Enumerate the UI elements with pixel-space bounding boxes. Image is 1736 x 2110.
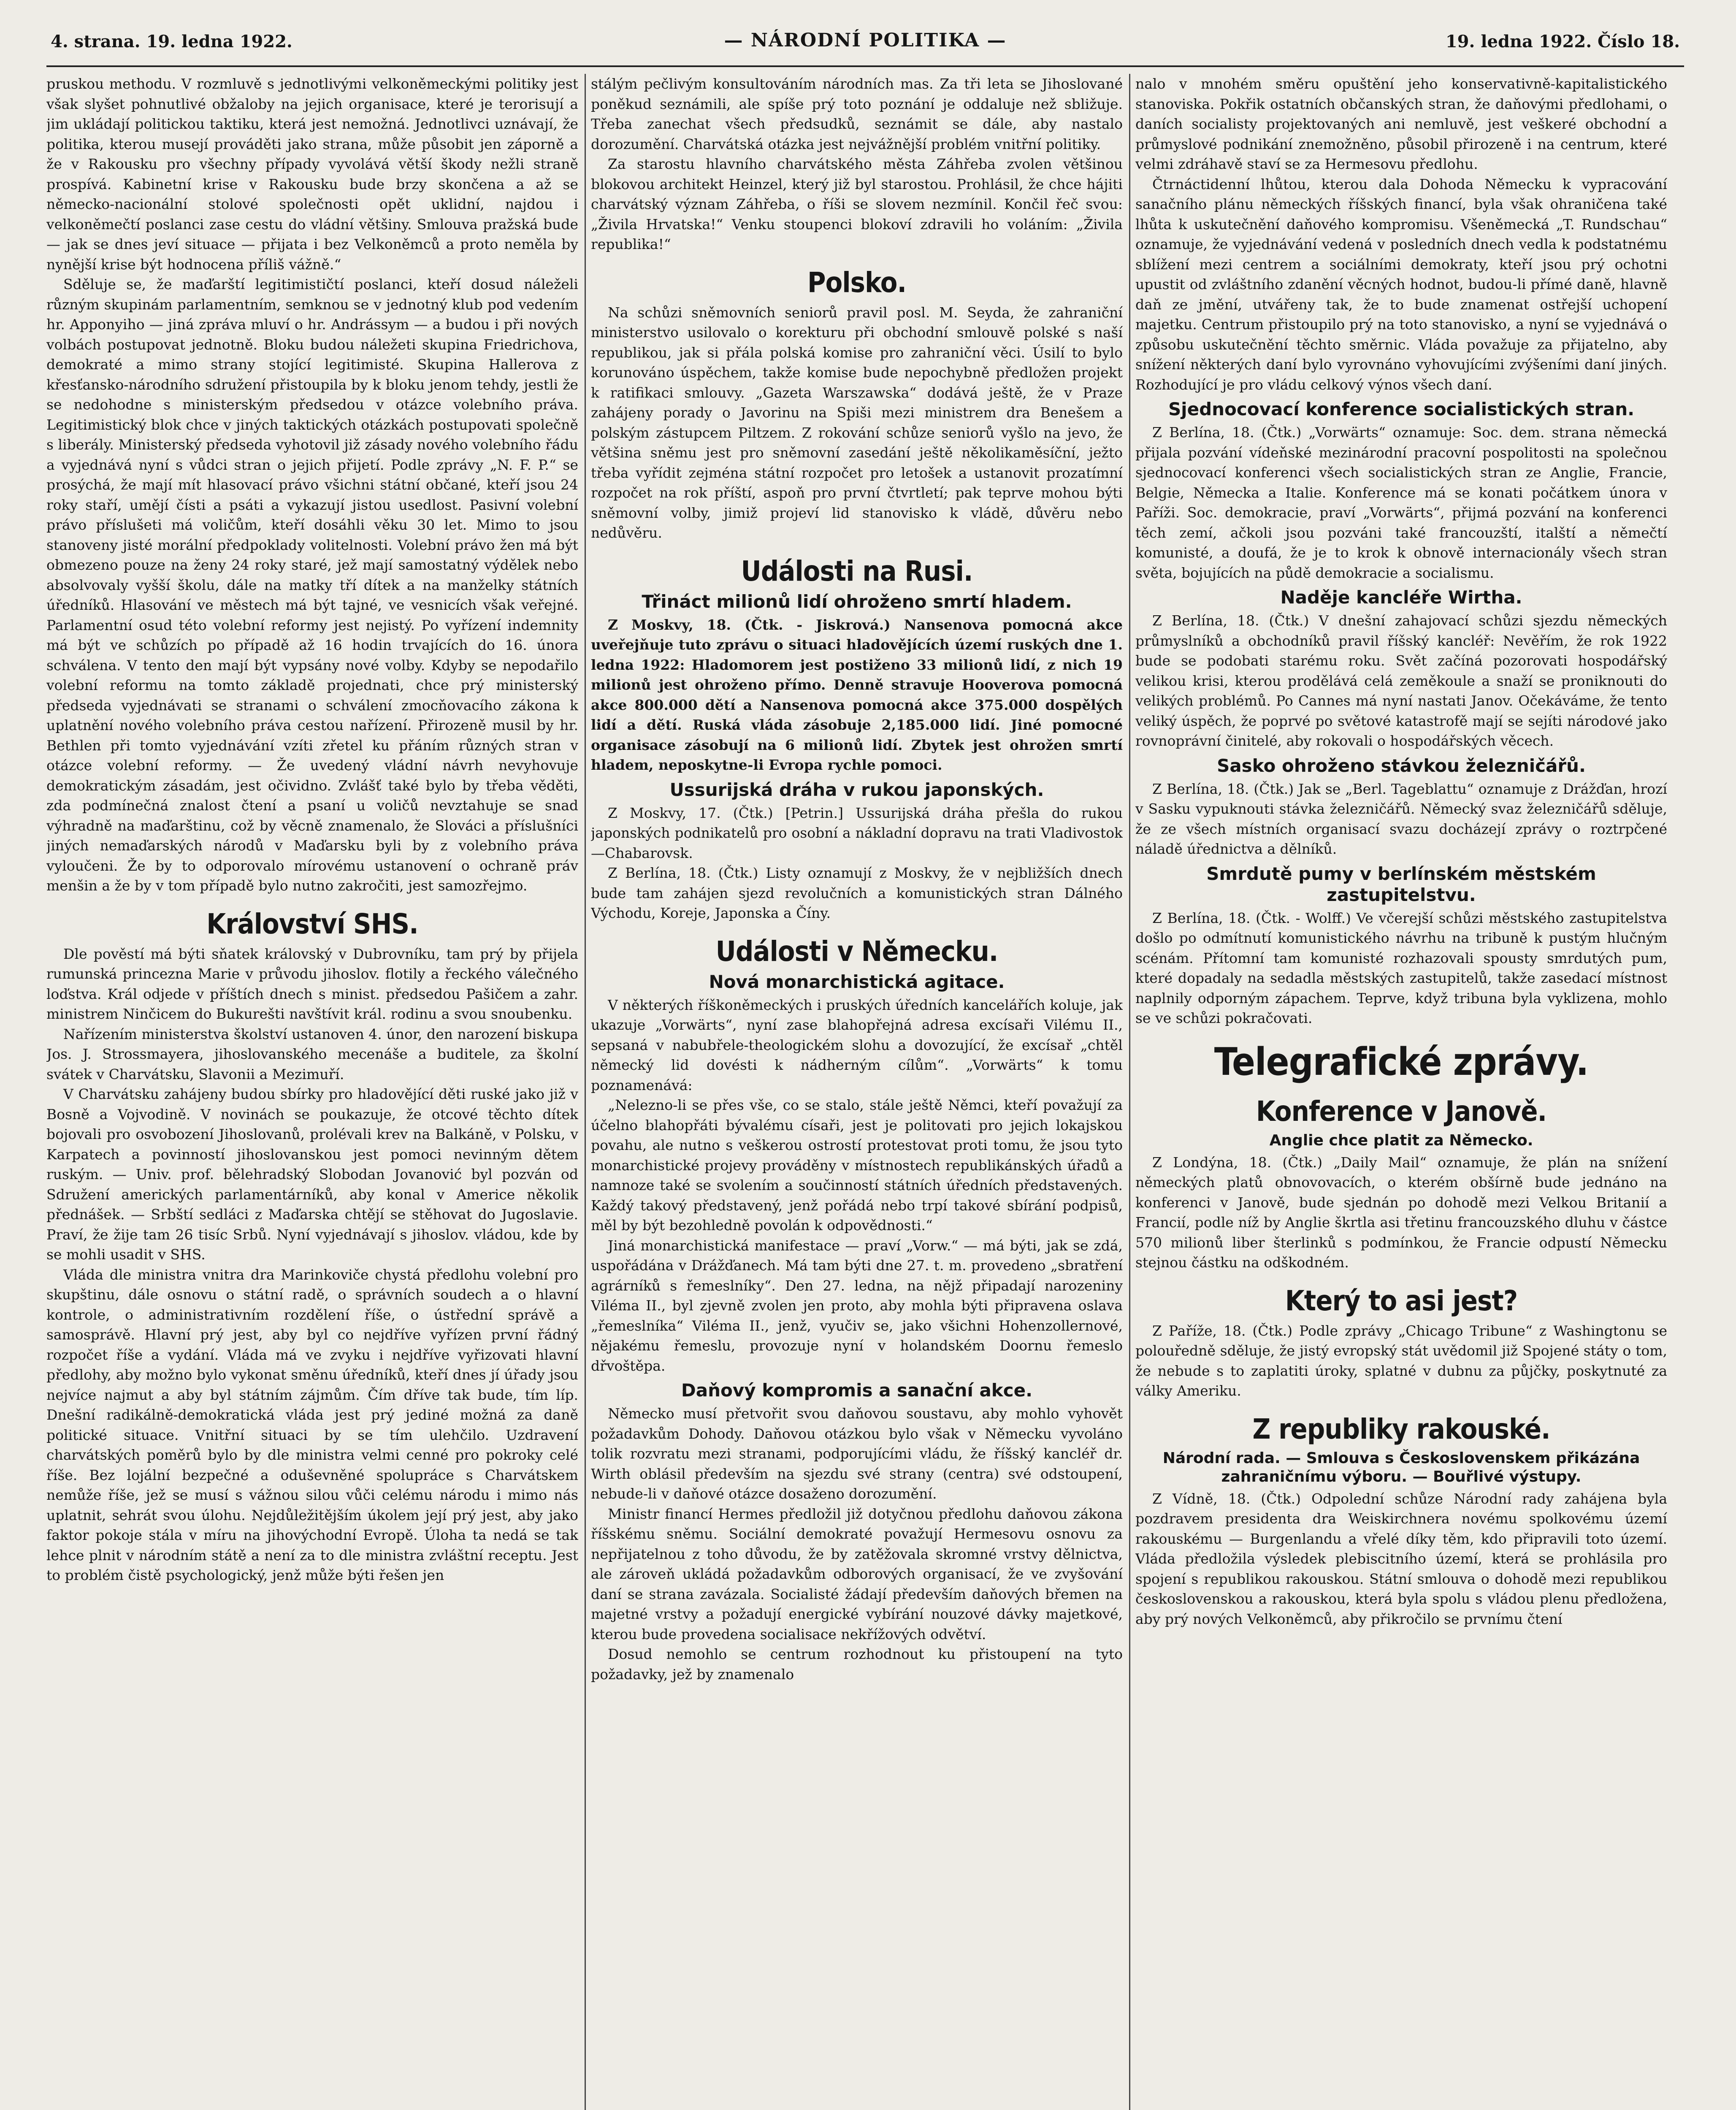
subheading: Smrdutě pumy v berlínském městském zastupitelstvu. [1206,863,1596,905]
article-paragraph: Jiná monarchistická manifestace — praví „Vorw.“ — má býti, jak se zdá, uspořádána v Drážďanech. Má tam býti dne 27. t. m. provedeno „sbratření agrárníků s řemeslníky“. Den 27. ledna, na nějž připadají narozeniny Viléma II., byl zjevně zvolen jen proto, aby mohla býti připravena oslava „řemeslníka“ Viléma II., jenž, vyučiv se, jako všichni Hohenzollernové, nějakému řemeslu, provozuje nyní v holandském Doornu řemeslo dřvoštěpa. [591,1237,1123,1374]
article-paragraph: Sděluje se, že maďarští legitimističtí poslanci, kteří dosud náleželi různým skupinám parlamentním, semknou se v jednotný klub pod vedením hr. Apponyiho — jiná zpráva mluví o hr. Andrássym — a budou i při nových volbách postupovat jednotně. Bloku budou náležeti skupina Friedrichova, demokraté a mimo strany stojící legitimisté. Skupina Hallerova z křesťansko-národního sdružení přistoupila by k bloku jenom tehdy, jestli že se nedohodne s ministerským předsedou v otázce volebního práva. Legitimistický blok chce v jiných taktických otázkách postupovati společně s liberály. Ministerský předseda vyhotovil již zásady nového volebního řádu a vyjednává nyní s vůdci stran o jejich přijetí. Podle zprávy „N. F. P.“ se prosýchá, že mají mít hlasovací právo všichni státní občané, kteří jsou 24 roky staří, umějí čísti a psáti a vykazují jistou usedlost. Pasivní volební právo příslušeti má voličům, kteří dosáhli věku 30 let. Mimo to jsou stanoveny jisté morální předpoklady volitelnosti. Volební právo žen má být obmezeno pouze na ženy 24 roky staré, jež mají samostatný výdělek nebo absolvovaly vyšší školu, dále na matky tří dítek a na manželky státních úředníků. Hlasování ve městech má být tajné, ve vesnicích však veřejné. Parlamentní osud této volební reformy jest nejistý. Po vyřízení indemnity má být ve schůzích po případě až 16 hodin trvajících do 16. února schválena. V tento den mají být vypsány nové volby. Kdyby se nepodařilo volební reformu na tomto základě projednati, chce prý ministerský předseda vyjednávati se stranami o schválení zmocňovacího zákona k uplatnění nového volebního práva cestou nařízení. Přirozeně musil by hr. Bethlen při tomto vyjednávání vzíti zřetel ku přáním různých stran v otázce volební reformy. — Že uvedený vládní návrh nevyhovuje demokratickým zásadám, jest očividno. Zvlášť také bylo by třeba věděti, zda podmínečná znalost čtení a psaní u voličů nevztahuje se snad výhradně na maďarštinu, což by věcně znamenalo, že Slováci a příslušníci jiných nemaďarských národů v Maďarsku byli by z volebního práva vyloučeni. Že by to odporovalo mírovému ustanovení o ochraně práv menšin a že by v tom případě bylo nutno zakročiti, jest samozřejmo. [46,276,578,894]
article-paragraph: Z Moskvy, 18. (Čtk. - Jiskrová.) Nansenova pomocná akce uveřejňuje tuto zprávu o situaci hladovějících území ruských dne 1. ledna 1922: Hladomorem jest postiženo 33 milionů lidí, z nich 19 milionů jest ohroženo přímo. Denně stravuje Hooverova pomocná akce 800.000 dětí a Nansenova pomocná akce 375.000 dospělých lidí a dětí. Ruská vláda zásobuje 2,185.000 lidí. Jiné pomocné organisace zásobují na 6 milionů lidí. Zbytek jest ohrožen smrtí hladem, neposkytne-li Evropa rychle pomoci. [591,616,1123,773]
section-heading-nemecko: Události v Německu. [715,935,998,968]
article-paragraph: Z Berlína, 18. (Čtk.) Jak se „Berl. Tageblattu“ oznamuje z Drážďan, hrozí v Sasku vypuknouti stávka železničářů. Německý svaz železničářů sděluje, že ze všech místních organisací svazu docházejí zprávy o roztrpčené náladě úřednictva a dělníků. [1135,780,1667,857]
article-paragraph: Z Paříže, 18. (Čtk.) Podle zprávy „Chicago Tribune“ z Washingtonu se polouředně sděluje, že jistý evropský stát uvědomil již Spojené státy o tom, že nebude s to zaplatiti úroky, splatné v dubnu za půjčky, poskytnuté za války Ameriku. [1135,1322,1667,1399]
section-heading-rakousko: Z republiky rakouské. [1252,1412,1550,1445]
article-paragraph: stálým pečlivým konsultováním národních mas. Za tři leta se Jihoslované poněkud seznámili, ale spíše prý toto poznání je oddaluje než sbližuje. Třeba zanechat všech předsudků, seznámit se dále, aby nastalo dorozumění. Charvátská otázka jest nejvážnější problém vnitřní politiky. [591,76,1123,152]
subheading: Sjednocovací konference socialistických stran. [1168,399,1635,419]
header-rule [46,65,1684,67]
subheading: Třináct milionů lidí ohroženo smrtí hladem. [642,591,1072,612]
subheading: Ussurijská dráha v rukou japonských. [669,779,1044,800]
article-paragraph: Z Vídně, 18. (Čtk.) Odpolední schůze Národní rady zahájena byla pozdravem presidenta dra Weiskirchnera novému spolkovému území rakouskému — Burgenlandu a vřelé díky těm, kdo připravili toto území. Vláda předložila výsledek plebiscitního území, která se prohlásila pro spojení s republikou rakouskou. Státní smlouva o dohodě mezi republikou československou a rakouskou, která byla spolu s vládou plenu předložena, aby prý nových Velkoněmců, aby přikročilo se prvnímu čtení [1135,1490,1667,1627]
article-paragraph: Nařízením ministerstva školství ustanoven 4. únor, den narození biskupa Jos. J. Strossmayera, jihoslovanského mecenáše a buditele, za školní svátek v Charvátsku, Slavonii a Mezimuří. [46,1025,578,1082]
article-paragraph: V Charvátsku zahájeny budou sbírky pro hladovějící děti ruské jako již v Bosně a Vojvodině. V novinách se poukazuje, že otcové těchto dítek bojovali pro osvobození Jihoslovanů, prolévali krev na Balkáně, v Polsku, v Karpatech a povinností jihoslovanskou jest pomoci nevinným dětem ruským. — Univ. prof. bělehradský Slobodan Jovanović byl pozván od Sdružení amerických parlamentárníků, aby konal v Americe několik přednášek. — Srbští sedláci z Maďarska chtějí se stěhovat do Jugoslavie. Praví, že žije tam 26 tisíc Srbů. Nyní vyjednávají s jihoslov. vládou, kde by se mohli usadit v SHS. [46,1086,578,1263]
column-divider [585,74,586,2110]
article-paragraph: Dle pověstí má býti sňatek královský v Dubrovníku, tam prý by přijela rumunská princezna Marie v průvodu jihoslov. flotily a řeckého válečného loďstva. Král odjede v příštích dnech s minist. předsedou Pašičem a zahr. ministrem Ninčicem do Bukurešti navštívit král. rodinu a svou snoubenku. [46,945,578,1022]
subheading: Národní rada. — Smlouva s Československem přikázána zahraničnímu výboru. — Bouřlivé výstupy. [1162,1449,1640,1485]
subheading: Nová monarchistická agitace. [709,971,1005,992]
article-paragraph: V některých říškoněmeckých i pruských úředních kancelářích koluje, jak ukazuje „Vorwärts“, nyní zase blahopřejná adresa excísaři Vilému II., sepsaná v nabubřele-theologickém slohu a dovozující, že excísař „chtěl německý lid dovésti k nádherným cílům“. „Vorwärts“ k tomu poznamenává: [591,996,1123,1093]
masthead: — NÁRODNÍ POLITIKA — [724,30,1007,51]
column-divider [1129,74,1130,2110]
article-paragraph: Z Berlína, 18. (Čtk. - Wolff.) Ve včerejší schůzi městského zastupitelstva došlo po odmítnutí komunistického návrhu na tribuně k pustým hlučným scénám. Přítomní tam komunisté rozhazovali spousty smrdutých pum, které dopadaly na sedadla městských zastupitelů, takže zasedací místnost naplnily odporným zápachem. Teprve, když tribuna byla vyklizena, mohlo se ve schůzi pokračovati. [1135,909,1667,1026]
article-paragraph: Z Berlína, 18. (Čtk.) „Vorwärts“ oznamuje: Soc. dem. strana německá přijala pozvání vídeňské mezinárodní pracovní pospolitosti na společnou sjednocovací konferenci všech socialistických stran ze Anglie, Francie, Belgie, Německa a Italie. Konference má se konati počátkem února v Paříži. Soc. demokracie, praví „Vorwärts“, přijmá pozvání na konferenci těch zemí, ačkoli jsou pozváni také francouzští, italští a němečtí komunisté, a doufá, že je to krok k obnově internacionály všech stran světa, bojujících na půdě demokracie a socialismu. [1135,424,1667,581]
article-paragraph: Čtrnáctidenní lhůtou, kterou dala Dohoda Německu k vypracování sanačního plánu německých říšských financí, byla však ohraničena také lhůta k uskutečnění daňového kompromisu. Všeněmecká „T. Rundschau“ oznamuje, že vyjednávání vedená v posledních dnech vedla k podstatnému sblížení mezi centrem a sociálními demokraty, kteří jsou prý ochotni upustit od zvláštního zdanění věcných hodnot, budou-li přímé daně, hlavně daň ze jmění, utvářeny tak, že to bude znamenat ostřejší uchopení majetku. Centrum přistoupilo prý na toto stanovisko, a nyní se vyjednává o způsobu uskutečnění těchto směrnic. Vláda považuje za přijatelno, aby snížení některých daní bylo vyrovnáno vyhovujícími zvýšeními daní jiných. Rozhodující je pro vládu celkový výnos všech daní. [1135,176,1667,393]
article-paragraph: Z Berlína, 18. (Čtk.) V dnešní zahajovací schůzi sjezdu německých průmyslníků a obchodníků pravil říšský kancléř: Nevěřím, že rok 1922 bude se podobati starému roku. Svět začíná pozorovati hospodářský velikou krisi, kterou prodělává celá zeměkoule a snaží se proniknouti do velikých problémů. Po Cannes má nyní nastati Janov. Očekáváme, že tento veliký úspěch, že poprvé po světové katastrofě mají se sejíti národové jako rovnoprávní činitelé, aby rokovali o hospodářských věcech. [1135,612,1667,749]
column-3 [1135,74,1667,2110]
page-header [51,23,1680,61]
section-heading-janov: Konference v Janově. [1256,1095,1547,1128]
article-paragraph: Dosud nemohlo se centrum rozhodnout ku přistoupení na tyto požadavky, jež by znamenalo [591,1646,1123,1683]
article-paragraph: Z Berlína, 18. (Čtk.) Listy oznamují z Moskvy, že v nejbližších dnech bude tam zahájen sjezd revolučních a komunistických stran Dálného Východu, Koreje, Japonska a Číny. [591,865,1123,921]
section-heading-telegraficke: Telegrafické zprávy. [1214,1039,1589,1084]
article-paragraph: Za starostu hlavního charvátského města Záhřeba zvolen většinou blokovou architekt Heinzel, který již byl starostou. Prohlásil, že chce hájiti charvátský význam Záhřeba, o říši se slovem nezmínil. Končil řeč svou: „Živila Hrvatska!“ Venku stoupenci blokoví zdravili ho voláním: „Živila republika!“ [591,156,1123,252]
article-paragraph: Vláda dle ministra vnitra dra Marinkoviče chystá předlohu volební pro skupštinu, dále osnovu o státní radě, o správních soudech a o hlavní kontrole, o administrativním rozdělení říše, o ústřední správě a samosprávě. Hlavní prý jest, aby byl co nejdříve vyřízen první řádný rozpočet říše a vydání. Vláda má ve zvyku i nejdříve vyřizovati hlavní předlohy, aby možno bylo vykonat směnu úředníků, kteří dnes jí úřady jsou nejvíce najmut a aby byl státním zájmům. Čím dříve tak bude, tím líp. Dnešní radikálně-demokratická vláda jest prý jediné možná za daně politické situace. Vnitřní situaci by se tím ulehčilo. Uzdravení charvátských poměrů bylo by dle ministra velmi cenné pro pokroky celé říše. Bez lojální bezpečné a oduševněné spolupráce s Charvátskem nemůže říše, jež se musí s vážnou silou vůči celému národu i mimo nás uplatnit, sehrát svou úlohu. Nejdůležitějším úkolem její prý jest, aby jako faktor pokoje stála v míru na jihovýchodní Evropě. Úloha ta nedá se tak lehce plnit v národním státě a není za to dle ministra zvláštní receptu. Jest to problém čistě psychologický, jenž může býti řešen jen [46,1266,578,1583]
subheading: Sasko ohroženo stávkou železničářů. [1217,755,1586,776]
article-paragraph: Na schůzi sněmovních seniorů pravil posl. M. Seyda, že zahraniční ministerstvo usilovalo o korekturu při obchodní smlouvě polské s naší republikou, jak si přála polská komise pro zahraniční věci. Úsilí to bylo korunováno úspěchem, takže komise bude nepochybně předložen projekt k ratifikaci smlouvy. „Gazeta Warszawska“ dodává ještě, že v Praze zahájeny porady o Javorinu na Spiši mezi ministrem dra Benešem a polským zástupcem Piltzem. Z rokování schůze seniorů vyšlo na jevo, že většina sněmu jest pro sněmovní zasedání ještě několikaměsíční, ježto třeba vyřídit zejména státní rozpočet pro letošek a ustanovit prozatímní rozpočet na rok příští, aspoň pro první čtvrtletí; pak teprve mohou býti sněmovní volby, jimiž projeví lid stanovisko k vládě, důvěru nebo nedůvěru. [591,304,1123,541]
section-heading-polsko: Polsko. [807,266,907,299]
article-paragraph: pruskou methodu. V rozmluvě s jednotlivými velkoněmeckými politiky jest však slyšet pohnutlivé obžaloby na jejich organisace, které je terorisují a jim ukládají politickou taktiku, která jest nemožná. Jednotlivci uznávají, že politika, kterou musejí prováděti jako strana, může působit jen záporně a že v Rakousku pro všechny případy vyvolává větší škody nežli straně prospívá. Kabinetní krise v Rakousku bude brzy skončena a až se německo-nacionální stolové společnosti opět uklidní, najdou i velkoněmečtí poslanci zase cestu do vládní většiny. Smlouva pražská bude — jak se dnes jeví situace — přijata i bez Velkoněmců a proto neměla by nynější krise být hodnocena příliš vážně.“ [46,76,578,273]
header-page-date: 4. strana. 19. ledna 1922. [51,32,292,51]
subheading: Daňový kompromis a sanační akce. [681,1380,1033,1401]
section-heading-rus: Události na Rusi. [741,555,973,587]
column-2 [591,74,1123,2110]
subheading: Anglie chce platit za Německo. [1269,1131,1533,1149]
article-paragraph: nalo v mnohém směru opuštění jeho konservativně-kapitalistického stanoviska. Pokřik ostatních občanských stran, že daňovými předlohami, o daních socialisty projektovaných ani nemluvě, jest veškeré obchodní a průmyslové podnikání znemožněno, působil přirozeně i na centrum, které velmi zdráhavě staví se za Hermesovu předlohu. [1135,76,1667,172]
subheading: Naděje kancléře Wirtha. [1280,587,1522,608]
section-heading-ktery: Který to asi jest? [1285,1284,1518,1317]
column-1 [46,74,578,2110]
article-paragraph: „Nelezno-li se přes vše, co se stalo, stále ještě Němci, kteří považují za účelno blahopřáti bývalému císaři, jest je politovati pro jejich lokajskou povahu, ale nutno s veškerou ostrostí protestovat proti tomu, že jsou tyto monarchistické projevy prováděny v místnostech republikánských úřadů a namnoze také se svolením a součinností státních úředních představených. Každý takový představený, jenž pořádá nebo trpí takové sbírání podpisů, měl by být bezohledně povolán k odpovědnosti.“ [591,1097,1123,1234]
article-paragraph: Ministr financí Hermes předložil již dotyčnou předlohu daňovou zákona říšskému sněmu. Sociální demokraté považují Hermesovu osnovu za nepřijatelnou z toho důvodu, že by zatěžovala skromné vrstvy dělnictva, ale zároveň ukládá požadavkům odborových organisací, že ve zvyšování daní se strana zavázala. Socialisté žádají především daňových břemen na majetné vrstvy a požadují energické vybírání nouzové dávky majetkové, kterou bude provedena socialisace nekřížových odvětví. [591,1505,1123,1642]
section-heading-shs: Království SHS. [206,907,418,940]
header-issue-number: 19. ledna 1922. Číslo 18. [1445,32,1680,51]
article-paragraph: Z Londýna, 18. (Čtk.) „Daily Mail“ oznamuje, že plán na snížení německých platů obnovovacích, o kterém obšírně bude jednáno na konferenci v Janově, bude sjednán po dohodě mezi Velkou Britanií a Francií, podle níž by Anglie škrtla asi třetinu francouzského dluhu v částce 570 milionů liber šterlinků s podmínkou, že Francie odpustí Německu stejnou částku na odškodném. [1135,1154,1667,1271]
article-paragraph: Z Moskvy, 17. (Čtk.) [Petrin.] Ussurijská dráha přešla do rukou japonských podnikatelů pro osobní a nákladní dopravu na trati Vladivostok—Chabarovsk. [591,804,1123,861]
article-paragraph: Německo musí přetvořit svou daňovou soustavu, aby mohlo vyhovět požadavkům Dohody. Daňovou otázkou bylo však v Německu vyvoláno tolik rozvratu mezi stranami, podporujícími vládu, že říšský kancléř dr. Wirth oblásil především na sjezdu své strany (centra) své odstoupení, nebude-li v daňové otázce dosaženo dorozumění. [591,1405,1123,1502]
